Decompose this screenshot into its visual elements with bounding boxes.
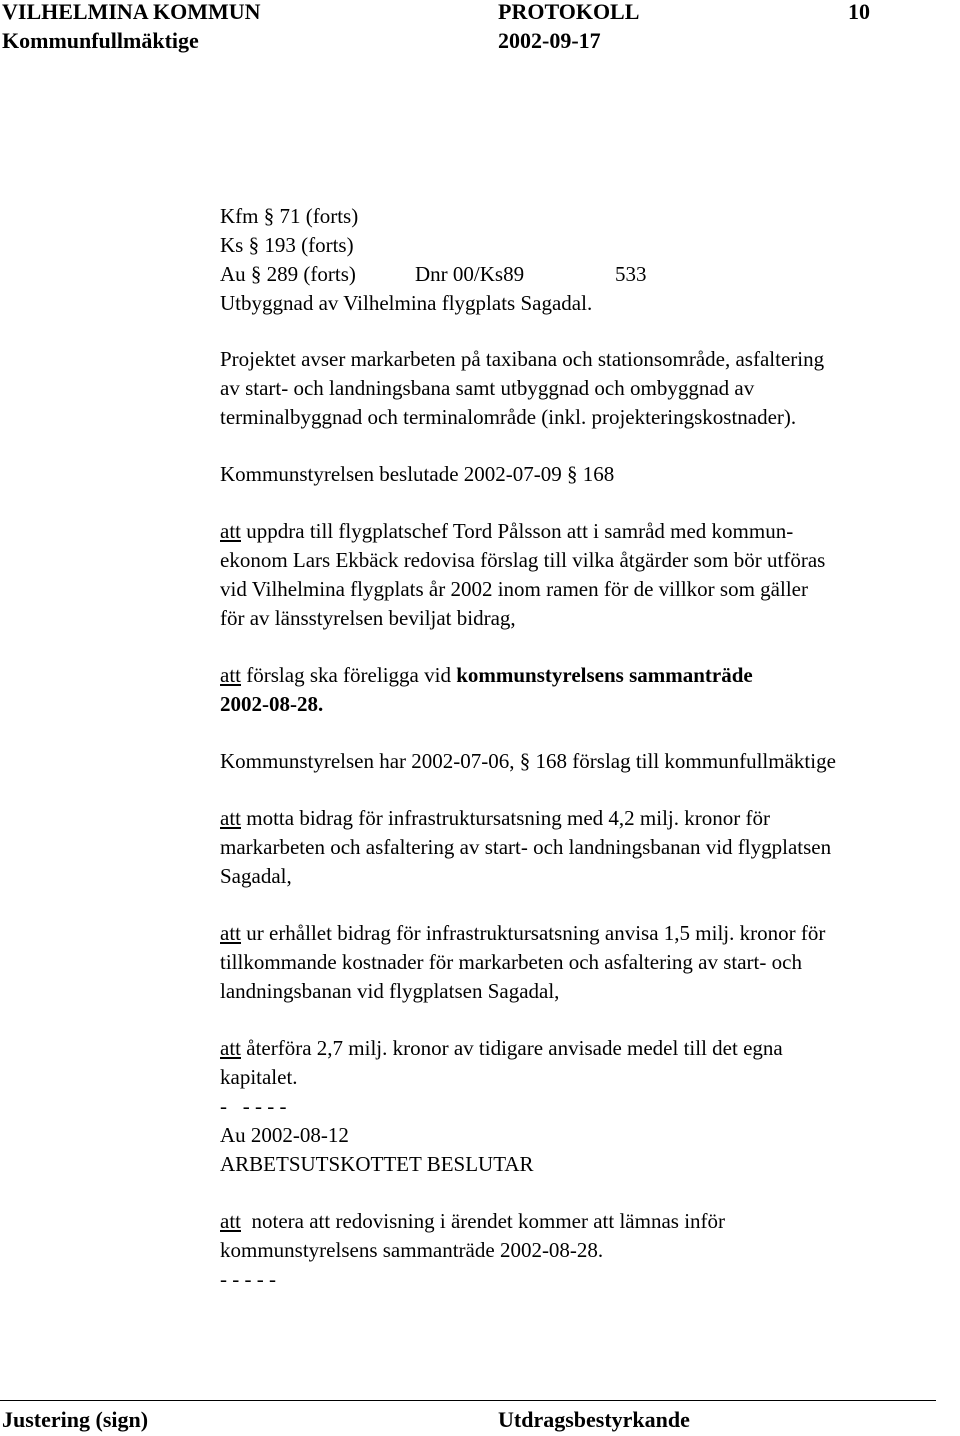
- header-date: 2002-09-17: [498, 28, 601, 53]
- ref-ks: Ks § 193 (forts): [220, 233, 354, 257]
- att-text: återföra 2,7 milj. kronor av tidigare anvisade medel till det egna: [241, 1036, 783, 1060]
- intro-line: terminalbyggnad och terminalområde (inkl. projekteringskostnader).: [220, 405, 797, 429]
- ks-decision-att2-line: [220, 661, 753, 689]
- footer-signature-label: Justering (sign): [2, 1407, 149, 1432]
- footer-rule: [0, 1400, 936, 1401]
- att-keyword: att: [220, 519, 241, 543]
- ks-proposal-att1-line: markarbeten och asfaltering av start- och landningsbanan vid flygplatsen: [220, 835, 832, 859]
- au-date-line: Au 2002-08-12: [220, 1123, 349, 1147]
- au-att-line: [220, 1207, 725, 1235]
- au-title: ARBETSUTSKOTTET BESLUTAR: [220, 1152, 534, 1176]
- intro-line: Projektet avser markarbeten på taxibana och stationsområde, asfaltering: [220, 347, 825, 371]
- att-keyword: att: [220, 1209, 241, 1233]
- att-keyword: att: [220, 663, 241, 687]
- ks-proposal-heading: Kommunstyrelsen har 2002-07-06, § 168 förslag till kommunfullmäktige: [220, 749, 836, 773]
- ks-proposal-att1-line: [220, 804, 770, 832]
- ks-decision-heading: Kommunstyrelsen beslutade 2002-07-09 § 168: [220, 462, 615, 486]
- header-doc-type: PROTOKOLL: [498, 0, 640, 24]
- ks-decision-att2-date: 2002-08-28.: [220, 692, 324, 716]
- ks-decision-att1-line: [220, 517, 793, 545]
- att-text: motta bidrag för infrastruktursatsning med 4,2 milj. kronor för: [241, 806, 770, 830]
- intro-line: av start- och landningsbana samt utbyggnad och ombyggnad av: [220, 376, 755, 400]
- ref-subject: Utbyggnad av Vilhelmina flygplats Sagadal.: [220, 291, 593, 315]
- ref-dnr: Dnr 00/Ks89: [415, 262, 525, 286]
- ks-proposal-att3-line: [220, 1034, 783, 1062]
- ks-proposal-att2-line: tillkommande kostnader för markarbeten och asfaltering av start- och: [220, 950, 802, 974]
- header-org: VILHELMINA KOMMUN: [2, 0, 261, 24]
- footer-certification-label: Utdragsbestyrkande: [498, 1407, 690, 1432]
- att-text: ur erhållet bidrag för infrastruktursatsning anvisa 1,5 milj. kronor för: [241, 921, 826, 945]
- ks-decision-att1-line: ekonom Lars Ekbäck redovisa förslag till vilka åtgärder som bör utföras: [220, 548, 826, 572]
- ks-proposal-att1-line: Sagadal,: [220, 864, 292, 888]
- ref-au-paragraph: Au § 289 (forts): [220, 262, 356, 286]
- att-keyword: att: [220, 921, 241, 945]
- att-text: uppdra till flygplatschef Tord Pålsson att i samråd med kommun-: [241, 519, 794, 543]
- att-text: notera att redovisning i ärendet kommer att lämnas inför: [241, 1209, 726, 1233]
- header-page-number: 10: [848, 0, 870, 24]
- ks-decision-att1-line: för av länsstyrelsen beviljat bidrag,: [220, 606, 516, 630]
- att-bold-text: kommunstyrelsens sammanträde: [456, 663, 753, 687]
- ks-proposal-att2-line: [220, 919, 825, 947]
- att-keyword: att: [220, 806, 241, 830]
- ks-decision-att1-line: vid Vilhelmina flygplats år 2002 inom ramen för de villkor som gäller: [220, 577, 808, 601]
- ref-au: [220, 260, 647, 288]
- att-text: förslag ska föreligga vid: [241, 663, 457, 687]
- ks-proposal-separator: - - - - -: [220, 1094, 287, 1118]
- au-att-line: kommunstyrelsens sammanträde 2002-08-28.: [220, 1238, 604, 1262]
- header-body: Kommunfullmäktige: [2, 28, 199, 53]
- ks-proposal-att3-line: kapitalet.: [220, 1065, 298, 1089]
- ks-proposal-att2-line: landningsbanan vid flygplatsen Sagadal,: [220, 979, 560, 1003]
- ref-dnr-number: 533: [615, 262, 647, 286]
- att-keyword: att: [220, 1036, 241, 1060]
- ref-kfm: Kfm § 71 (forts): [220, 204, 359, 228]
- au-separator: - - - - -: [220, 1267, 276, 1291]
